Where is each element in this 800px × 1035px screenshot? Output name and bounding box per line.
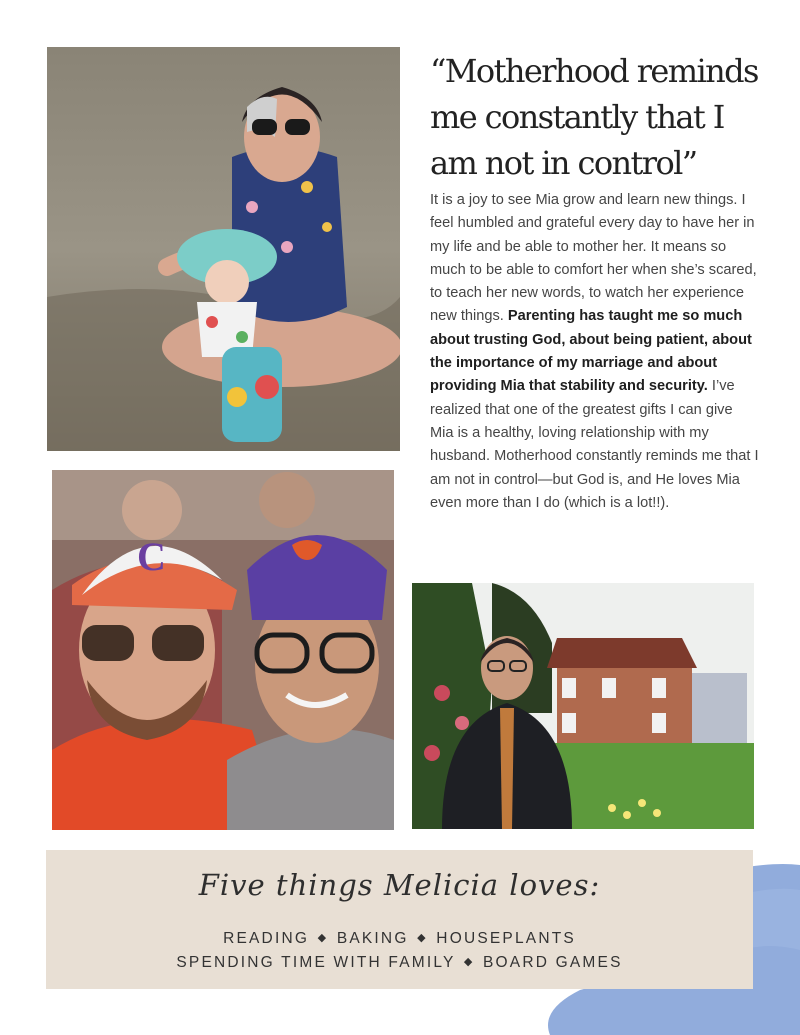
separator-diamond-icon: ◆ [417,932,428,944]
body-intro: It is a joy to see Mia grow and learn new things. I feel humbled and grateful every day to have her in my life and be able to mother her. It means so much to be able to comfort her when she’s scared, to teach her new words, to watch her experience new things. [430,192,757,325]
garden-photo-image [412,583,754,829]
svg-text:C: C [137,534,166,579]
body-bold-highlight: Parenting has taught me so much about trusting God, about being patient, about the importance of my marriage and about providing Mia that stability and security. [430,308,752,395]
garden-photo [412,583,754,829]
love-item-family-time: SPENDING TIME WITH FAMILY [176,954,456,971]
pull-quote-heading: “Motherhood reminds me constantly that I am not in control” [430,52,758,182]
stadium-selfie-image [52,470,394,830]
love-item-reading: READING [223,930,310,947]
story-body-text [430,189,760,515]
beach-photo-image [47,47,400,451]
five-things-line-1 [46,930,753,948]
body-outro: I’ve realized that one of the greatest gifts I can give Mia is a healthy, loving relationship with my husband. Motherhood constantly reminds me that I am not in control—but God is, and He loves Mia even more than I do (which is a lot!!). [430,378,759,511]
separator-diamond-icon: ◆ [463,956,475,968]
separator-diamond-icon: ◆ [317,932,329,944]
love-item-baking: BAKING [336,930,409,947]
love-item-board-games: BOARD GAMES [483,954,623,971]
five-things-box [46,850,753,989]
stadium-selfie-photo [52,470,394,830]
love-item-houseplants: HOUSEPLANTS [436,930,576,947]
beach-photo [47,47,400,451]
five-things-title: Five things Melicia loves: [198,868,601,902]
five-things-line-2 [46,954,753,972]
